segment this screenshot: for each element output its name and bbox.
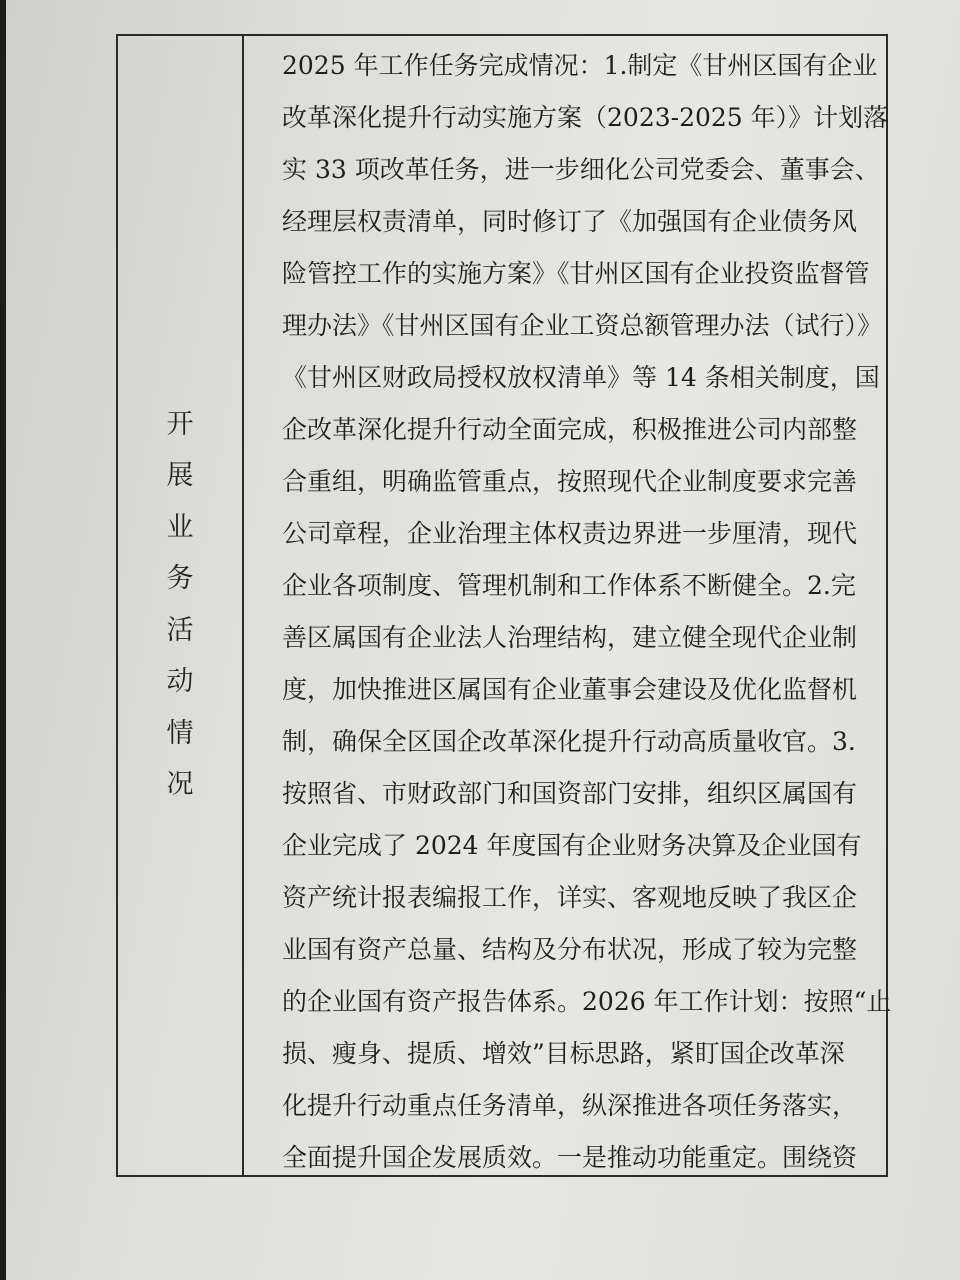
row-label-char: 动 bbox=[166, 666, 194, 697]
content-line: 企改革深化提升行动全面完成，积极推进公司内部整 bbox=[282, 415, 858, 444]
document-page bbox=[6, 0, 960, 1280]
content-line: 企业各项制度、管理机制和工作体系不断健全。2.完 bbox=[282, 571, 856, 600]
content-line: 企业完成了 2024 年度国有企业财务决算及企业国有 bbox=[282, 831, 862, 860]
content-line: 度，加快推进区属国有企业董事会建设及优化监督机 bbox=[282, 675, 858, 704]
row-label-char: 情 bbox=[166, 718, 194, 749]
column-divider bbox=[242, 36, 244, 1175]
content-line: 的企业国有资产报告体系。2026 年工作计划：按照“止 bbox=[282, 987, 892, 1016]
content-line: 全面提升国企发展质效。一是推动功能重定。围绕资 bbox=[282, 1143, 858, 1172]
content-line: 《甘州区财政局授权放权清单》等 14 条相关制度，国 bbox=[282, 363, 880, 392]
row-label-char: 展 bbox=[166, 460, 194, 491]
content-line: 损、瘦身、提质、增效”目标思路，紧盯国企改革深 bbox=[282, 1039, 845, 1068]
content-line: 理办法》《甘州区国有企业工资总额管理办法（试行）》 bbox=[282, 311, 883, 340]
content-line: 公司章程，企业治理主体权责边界进一步厘清，现代 bbox=[282, 519, 858, 548]
content-line: 险管控工作的实施方案》《甘州区国有企业投资监督管 bbox=[282, 259, 870, 288]
row-label-char: 业 bbox=[166, 512, 194, 543]
content-line: 合重组，明确监管重点，按照现代企业制度要求完善 bbox=[282, 467, 858, 496]
content-line: 经理层权责清单，同时修订了《加强国有企业债务风 bbox=[282, 207, 858, 236]
content-line: 化提升行动重点任务清单，纵深推进各项任务落实， bbox=[282, 1091, 858, 1120]
content-line: 业国有资产总量、结构及分布状况，形成了较为完整 bbox=[282, 935, 858, 964]
row-label-char: 务 bbox=[166, 563, 194, 594]
row-label-char: 活 bbox=[166, 615, 194, 646]
page-edge-mark bbox=[604, 1254, 634, 1264]
content-line: 2025 年工作任务完成情况：1.制定《甘州区国有企业 bbox=[282, 51, 878, 80]
content-line: 实 33 项改革任务，进一步细化公司党委会、董事会、 bbox=[282, 155, 880, 184]
row-label-cell bbox=[118, 36, 242, 1175]
content-line: 善区属国有企业法人治理结构，建立健全现代企业制 bbox=[282, 623, 858, 652]
content-line: 按照省、市财政部门和国资部门安排，组织区属国有 bbox=[282, 779, 858, 808]
content-line: 制，确保全区国企改革深化提升行动高质量收官。3. bbox=[282, 727, 856, 756]
content-line: 改革深化提升行动实施方案（2023-2025 年）》计划落 bbox=[282, 103, 889, 132]
content-line: 资产统计报表编报工作，详实、客观地反映了我区企 bbox=[282, 883, 858, 912]
row-label-char: 开 bbox=[166, 409, 194, 440]
row-label-char: 况 bbox=[166, 769, 194, 800]
